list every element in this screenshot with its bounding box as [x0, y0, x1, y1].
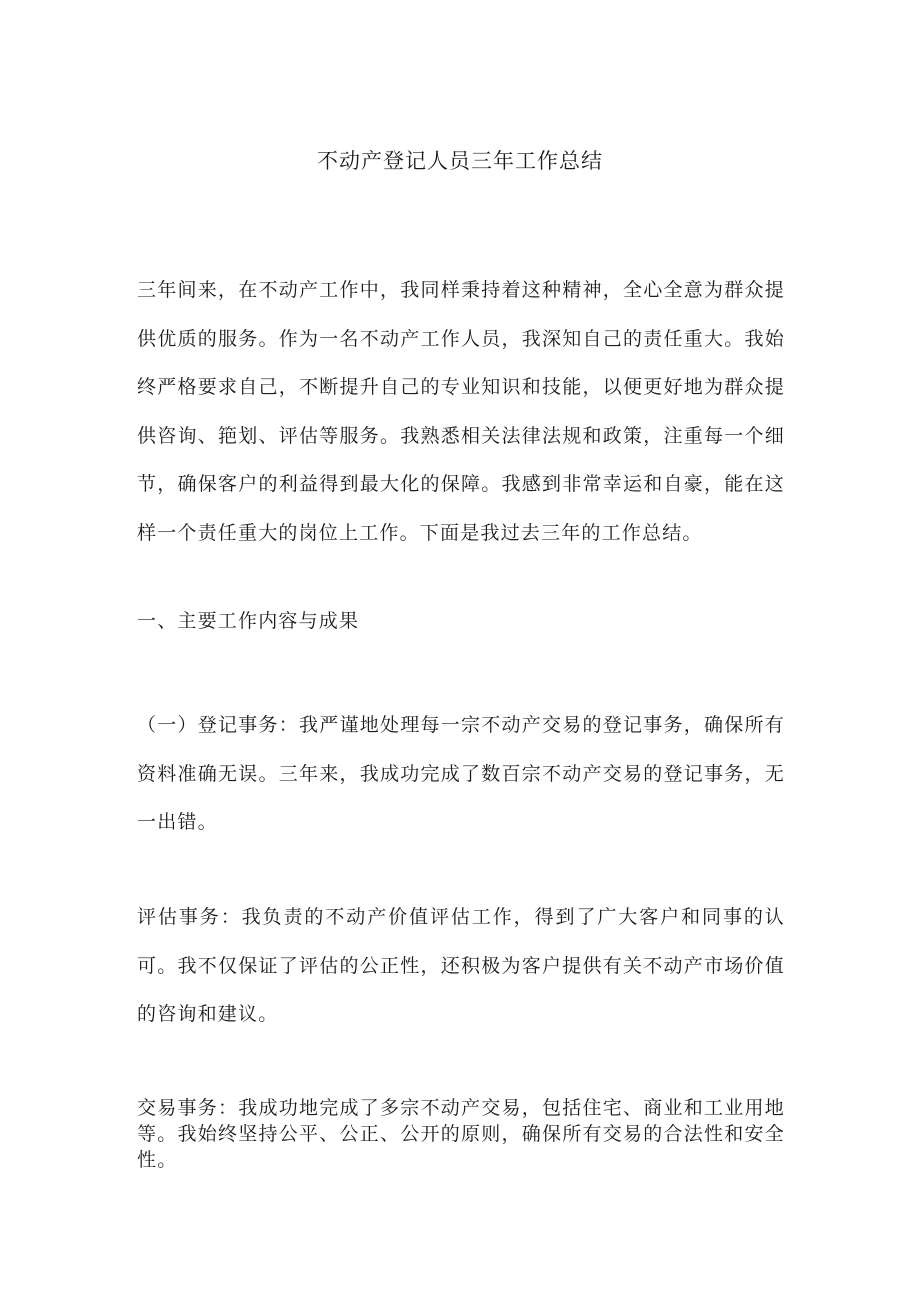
intro-paragraph: 三年间来，在不动产工作中，我同样秉持着这种精神，全心全意为群众提供优质的服务。作为一名不动产工作人员，我深知自己的责任重大。我始终严格要求自己，不断提升自己的专业知识和技能，以便更好地为群众提供咨询、筢划、评估等服务。我熟悉相关法律法规和政策，注重每一个细节，确保客户的利益得到最大化的保障。我感到非常幸运和自豪，能在这样一个责任重大的岗位上工作。下面是我过去三年的工作总结。 — [137, 279, 785, 544]
section-heading: 一、主要工作内容与成果 — [137, 610, 360, 632]
registration-paragraph: （一）登记事务：我严谨地处理每一宗不动产交易的登记事务，确保所有资料准确无误。三年来，我成功完成了数百宗不动产交易的登记事务，无一出错。 — [137, 714, 785, 833]
assessment-paragraph: 评估事务：我负责的不动产价值评估工作，得到了广大客户和同事的认可。我不仅保证了评估的公正性，还积极为客户提供有关不动产市场价值的咨询和建议。 — [137, 906, 785, 1025]
transaction-paragraph: 交易事务：我成功地完成了多宗不动产交易，包括住宅、商业和工业用地等。我始终坚持公平、公正、公开的原则，确保所有交易的合法性和安全性。 — [137, 1097, 785, 1171]
document-title: 不动产登记人员三年工作总结 — [317, 149, 603, 173]
